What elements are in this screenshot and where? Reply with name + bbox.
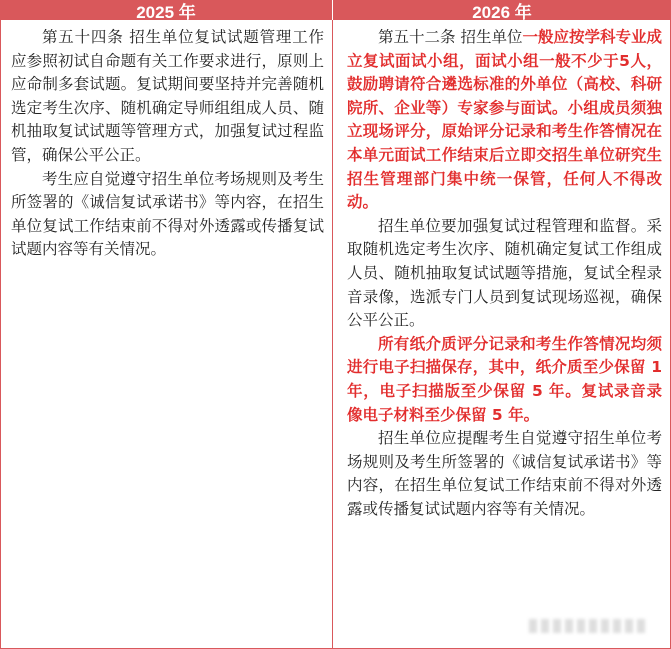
table-body	[0, 20, 671, 649]
column-2025	[1, 20, 333, 648]
column-2026	[333, 20, 670, 648]
table-header	[0, 0, 671, 20]
record-retention-paragraph: 所有纸介质评分记录和考生作答情况均须进行电子扫描保存，其中，纸介质至少保留 1 年，电子扫描版至少保留 5 年。复试录音录像电子材料至少保留 5 年。	[347, 334, 662, 424]
blurred-watermark	[529, 619, 649, 633]
header-2025: 2025 年	[0, 0, 333, 20]
article-54-paragraph: 第五十四条 招生单位复试试题管理工作应参照初试自命题有关工作要求进行，原则上应命制多套试题。复试期间要坚持并完善随机选定考生次序、随机确定导师组组成人员、随机抽取复试试题等管理方式，加强复试过程监管，确保公平公正。	[11, 28, 324, 164]
article-52-paragraph	[347, 26, 662, 215]
candidate-conduct-paragraph: 考生应自觉遵守招生单位考场规则及考生所签署的《诚信复试承诺书》等内容，在招生单位复试工作结束前不得对外透露或传播复试试题内容等有关情况。	[11, 169, 324, 259]
article-52-highlight: 一般应按学科专业成立复试面试小组，面试小组一般不少于5人，鼓励聘请符合遴选标准的外单位（高校、科研院所、企业等）专家参与面试。小组成员须独立现场评分，原始评分记录和考生作答情况在本单元面试工作结束后立即交招生单位研究生招生管理部门集中统一保管，任何人不得改动。	[347, 28, 662, 212]
process-supervision-paragraph: 招生单位要加强复试过程管理和监督。采取随机选定考生次序、随机确定复试工作组成人员、随机抽取复试试题等措施，复试全程录音录像，选派专门人员到复试现场巡视，确保公平公正。	[347, 216, 662, 330]
article-52-prefix: 第五十二条 招生单位	[378, 28, 523, 46]
header-2026: 2026 年	[333, 0, 671, 20]
candidate-reminder-paragraph: 招生单位应提醒考生自觉遵守招生单位考场规则及考生所签署的《诚信复试承诺书》等内容，在招生单位复试工作结束前不得对外透露或传播复试试题内容等有关情况。	[347, 429, 662, 518]
